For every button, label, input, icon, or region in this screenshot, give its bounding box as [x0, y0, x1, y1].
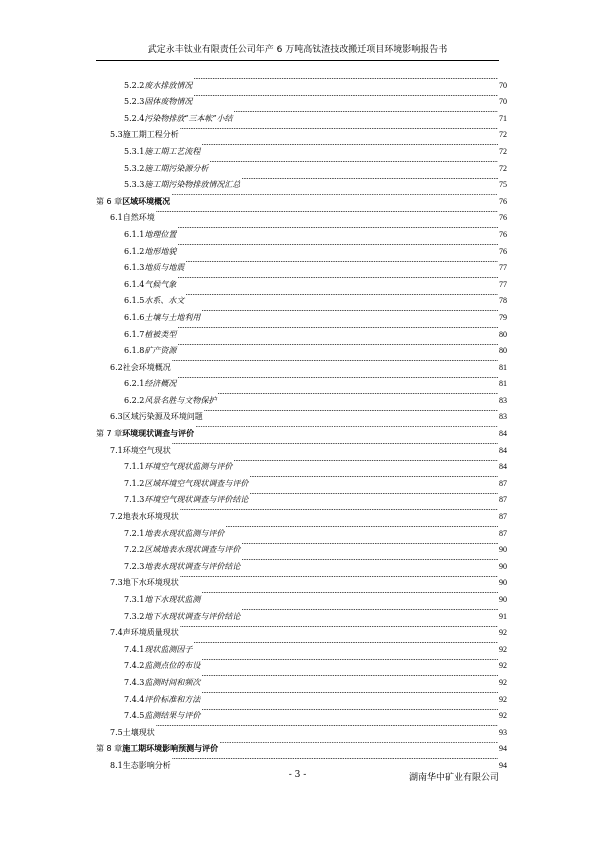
toc-entry-title: 施工期工程分析 — [122, 130, 179, 140]
toc-entry-title: 污染物排放“三本帐”小结 — [144, 113, 233, 123]
toc-entry-page: 77 — [499, 279, 507, 289]
toc-entry-number: 7.4.1 — [124, 644, 145, 654]
dot-leader — [241, 536, 498, 553]
toc-entry-title: 施工期污染物排放情况汇总 — [144, 180, 241, 190]
toc-entry-number: 5.2.3 — [124, 97, 145, 107]
toc-entry-number: 5.3.1 — [124, 146, 145, 156]
dot-leader — [201, 137, 498, 154]
toc-entry-number: 6.1.6 — [124, 312, 145, 322]
toc-entry-title: 施工期环境影响预测与评价 — [122, 744, 219, 754]
dot-leader — [201, 652, 498, 669]
dot-leader — [180, 121, 498, 138]
toc-entry-number: 5.3.3 — [124, 180, 145, 190]
toc-entry-page: 83 — [499, 412, 507, 422]
dot-leader — [177, 220, 498, 237]
dot-leader — [201, 685, 498, 702]
dot-leader — [180, 502, 498, 519]
toc-entry-number: 7.2.2 — [124, 545, 145, 555]
dot-leader — [233, 453, 498, 470]
toc-entry-title: 固体废物情况 — [144, 97, 193, 107]
toc-entry-title: 社会环境概况 — [122, 362, 171, 372]
toc-entry-number: 6.3 — [110, 412, 123, 422]
toc-entry-page: 76 — [499, 246, 507, 256]
dot-leader — [204, 403, 498, 420]
toc-entry-number: 7.2.1 — [124, 528, 145, 538]
toc-entry-number: 6.1.4 — [124, 279, 145, 289]
toc-entry[interactable] — [96, 220, 507, 237]
toc-entry-number: 7.2.3 — [124, 561, 145, 571]
dot-leader — [177, 237, 498, 254]
toc-entry-number: 8.1 — [110, 760, 123, 770]
toc-entry-number: 7.1.2 — [124, 478, 145, 488]
toc-entry-title: 经济概况 — [144, 379, 177, 389]
toc-entry-number: 7.1.3 — [124, 495, 145, 505]
toc-entry-page: 90 — [499, 595, 507, 604]
footer-company: 湖南华中矿业有限公司 — [408, 773, 499, 783]
toc-entry-title: 区域地表水现状调查与评价 — [144, 545, 241, 555]
toc-entry-page: 92 — [499, 711, 507, 721]
toc-entry-number: 7.4.4 — [124, 694, 145, 704]
toc-entry-number: 第 7 章 — [96, 429, 123, 439]
toc-entry-title: 声环境质量现状 — [122, 628, 179, 638]
toc-entry-page: 90 — [499, 561, 507, 571]
dot-leader — [177, 337, 498, 354]
toc-entry-page: 78 — [499, 296, 507, 306]
toc-entry-number: 7.2 — [110, 512, 123, 522]
toc-entry-number: 6.1.7 — [124, 329, 145, 339]
toc-entry-page: 87 — [499, 528, 507, 538]
toc-entry-number: 7.4.3 — [124, 677, 145, 687]
dot-leader — [217, 386, 498, 403]
dot-leader — [209, 154, 498, 171]
toc-entry-title: 监测时间和频次 — [144, 677, 201, 687]
toc-entry-page: 92 — [499, 661, 507, 671]
toc-entry-page: 70 — [499, 97, 507, 107]
toc-entry-number: 6.1.1 — [124, 229, 145, 239]
toc-entry-page: 92 — [499, 677, 507, 687]
toc-entry-title: 矿产资源 — [144, 346, 177, 356]
toc-entry-title: 地表水现状调查与评价结论 — [144, 561, 241, 571]
toc-entry-number: 7.5 — [110, 727, 123, 737]
toc-entry-title: 区域环境概况 — [122, 196, 171, 206]
toc-entry-page: 72 — [499, 146, 507, 156]
toc-entry-title: 土壤现状 — [122, 727, 155, 737]
toc-entry-page: 84 — [499, 462, 507, 472]
toc-entry[interactable] — [96, 735, 507, 752]
dot-leader — [172, 751, 498, 768]
dot-leader — [172, 353, 498, 370]
toc-entry-page: 72 — [499, 130, 507, 140]
toc-entry-page: 71 — [499, 113, 507, 123]
dot-leader — [177, 370, 498, 387]
toc-entry-number: 6.1.3 — [124, 263, 145, 273]
toc-entry-number: 7.1 — [110, 445, 123, 455]
toc-entry-page: 92 — [499, 694, 507, 704]
toc-entry-title: 地表水现状监测与评价 — [144, 528, 225, 538]
toc-entry-number: 6.1.5 — [124, 296, 145, 306]
dot-leader — [171, 187, 498, 204]
toc-entry-number: 第 8 章 — [96, 744, 123, 754]
toc-entry-page: 79 — [499, 312, 507, 322]
toc-entry-page: 84 — [499, 445, 507, 455]
toc-entry-page: 72 — [499, 163, 507, 173]
toc-entry-number: 7.4.2 — [124, 661, 145, 671]
toc-entry-title: 地形地貌 — [144, 246, 177, 256]
toc-entry-page: 80 — [499, 346, 507, 356]
toc-entry-title: 监测结果与评价 — [144, 711, 201, 721]
toc-entry-page: 76 — [499, 196, 507, 206]
page-header: 武定永丰钛业有限责任公司年产 6 万吨高钛渣技改搬迁项目环境影响报告书 — [96, 40, 499, 61]
dot-leader — [219, 735, 498, 752]
dot-leader — [180, 619, 498, 636]
dot-leader — [241, 552, 498, 569]
toc-entry-number: 5.2.4 — [124, 113, 145, 123]
toc-entry-number: 7.3.1 — [124, 595, 145, 604]
toc-entry-title: 监测点位的布设 — [144, 661, 201, 671]
toc-entry-page: 92 — [499, 644, 507, 654]
toc-entry-title: 水系、水文 — [144, 296, 185, 306]
toc-entry-title: 地理位置 — [144, 229, 177, 239]
toc-entry-page: 94 — [499, 760, 507, 770]
toc-entry-number: 7.3.2 — [124, 611, 145, 621]
toc-entry-page: 81 — [499, 362, 507, 372]
toc-entry-page: 76 — [499, 229, 507, 239]
toc-entry-page: 83 — [499, 395, 507, 405]
dot-leader — [241, 602, 498, 619]
toc-entry-title: 区域环境空气现状调查与评价 — [144, 478, 249, 488]
toc-entry-title: 风景名胜与文物保护 — [144, 395, 217, 405]
toc-entry-page: 91 — [499, 611, 507, 621]
toc-entry-page: 87 — [499, 495, 507, 505]
toc-entry-title: 环境空气现状 — [122, 445, 171, 455]
dot-leader — [185, 254, 498, 271]
dot-leader — [201, 303, 498, 320]
dot-leader — [177, 270, 498, 287]
toc-entry-number: 6.2.1 — [124, 379, 145, 389]
toc-entry-title: 现状监测因子 — [144, 644, 193, 654]
dot-leader — [185, 287, 498, 304]
toc-entry-number: 7.1.1 — [124, 462, 145, 472]
toc-entry-page: 87 — [499, 478, 507, 488]
toc-entry-title: 地质与地震 — [144, 263, 185, 273]
dot-leader — [201, 668, 498, 685]
toc-entry-title: 环境空气现状调查与评价结论 — [144, 495, 249, 505]
toc-entry-title: 环境现状调查与评价 — [122, 429, 195, 439]
toc-entry-number: 5.3.2 — [124, 163, 145, 173]
toc-entry-page: 93 — [499, 727, 507, 737]
toc-entry-number: 6.1 — [110, 213, 123, 223]
dot-leader — [180, 569, 498, 586]
toc-entry-title: 自然环境 — [122, 213, 155, 223]
toc-entry[interactable] — [96, 204, 507, 221]
toc-entry-page: 94 — [499, 744, 507, 754]
toc-entry-page: 80 — [499, 329, 507, 339]
toc-entry-number: 第 6 章 — [96, 196, 123, 206]
dot-leader — [172, 436, 498, 453]
toc-entry-title: 地下水现状监测 — [144, 595, 201, 604]
toc-entry-page: 92 — [499, 628, 507, 638]
toc-entry-title: 评价标准和方法 — [144, 694, 201, 704]
dot-leader — [193, 71, 498, 88]
toc-entry-number: 5.3 — [110, 130, 123, 140]
dot-leader — [195, 419, 498, 436]
dot-leader — [234, 104, 498, 121]
toc-entry-page: 75 — [499, 180, 507, 190]
toc-entry-page: 81 — [499, 379, 507, 389]
toc-entry-title: 生态影响分析 — [122, 760, 171, 770]
toc-entry-number: 5.2.2 — [124, 80, 145, 90]
toc-entry-title: 施工期工艺流程 — [144, 146, 201, 156]
toc-entry[interactable] — [96, 718, 507, 735]
toc-entry-page: 76 — [499, 213, 507, 223]
toc-entry[interactable] — [96, 71, 507, 88]
toc-entry-page: 84 — [499, 429, 507, 439]
toc-entry-title: 植被类型 — [144, 329, 177, 339]
toc-entry-title: 地下水现状调查与评价结论 — [144, 611, 241, 621]
toc-entry-page: 77 — [499, 263, 507, 273]
toc-entry-number: 7.4 — [110, 628, 123, 638]
dot-leader — [201, 585, 498, 602]
dot-leader — [241, 171, 498, 188]
toc-entry-title: 区域污染源及环境问题 — [122, 412, 203, 422]
toc-entry-number: 6.1.8 — [124, 346, 145, 356]
toc-entry-page: 90 — [499, 545, 507, 555]
toc-entry-number: 6.1.2 — [124, 246, 145, 256]
table-of-contents — [96, 71, 507, 768]
dot-leader — [193, 88, 498, 105]
toc-entry-title: 废水排放情况 — [144, 80, 193, 90]
toc-entry-title: 气候气象 — [144, 279, 177, 289]
toc-entry-title: 地下水环境现状 — [122, 578, 179, 588]
toc-entry-page: 70 — [499, 80, 507, 90]
dot-leader — [249, 486, 498, 503]
toc-entry-title: 地表水环境现状 — [122, 512, 179, 522]
dot-leader — [249, 469, 498, 486]
toc-entry-number: 6.2.2 — [124, 395, 145, 405]
toc-entry-page: 87 — [499, 512, 507, 522]
dot-leader — [177, 320, 498, 337]
toc-entry-title: 土壤与土地利用 — [144, 312, 201, 322]
dot-leader — [225, 519, 498, 536]
toc-entry-number: 7.4.5 — [124, 711, 145, 721]
toc-entry-title: 施工期污染源分析 — [144, 163, 209, 173]
toc-entry-title: 环境空气现状监测与评价 — [144, 462, 233, 472]
dot-leader — [193, 635, 498, 652]
dot-leader — [156, 204, 498, 221]
toc-entry-number: 6.2 — [110, 362, 123, 372]
dot-leader — [156, 718, 498, 735]
dot-leader — [201, 702, 498, 719]
toc-entry-page: 90 — [499, 578, 507, 588]
toc-entry-number: 7.3 — [110, 578, 123, 588]
page-number: - 3 - — [288, 770, 307, 780]
